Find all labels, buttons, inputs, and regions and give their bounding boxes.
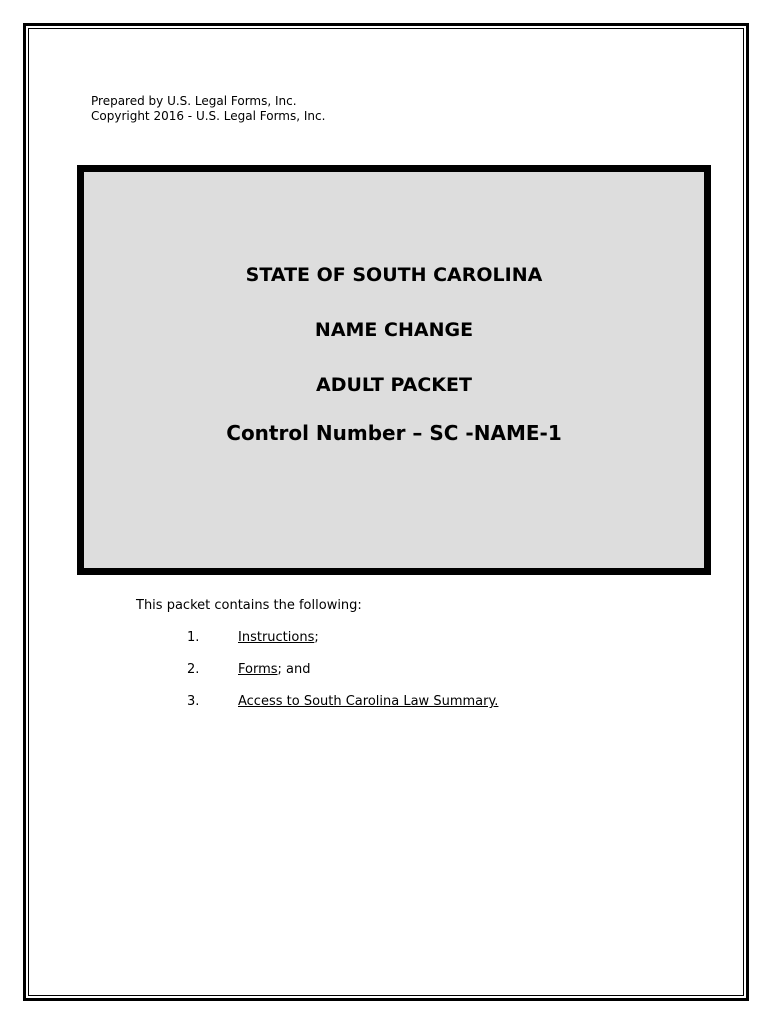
list-item-suffix: ; and xyxy=(277,662,311,677)
packet-title: ADULT PACKET xyxy=(316,374,472,396)
prepared-by-text: Prepared by U.S. Legal Forms, Inc. xyxy=(91,94,297,108)
control-number: Control Number – SC -NAME-1 xyxy=(226,421,562,445)
contents-intro: This packet contains the following: xyxy=(136,598,362,613)
subject-title: NAME CHANGE xyxy=(314,319,474,341)
copyright-text: Copyright 2016 - U.S. Legal Forms, Inc. xyxy=(91,109,326,123)
preparer-notice xyxy=(91,94,325,124)
forms-link[interactable]: Forms xyxy=(238,662,278,677)
list-item-number: 3. xyxy=(187,694,200,709)
list-item xyxy=(187,630,319,646)
title-box xyxy=(77,165,711,575)
list-item xyxy=(187,694,498,710)
law-summary-link[interactable]: Access to South Carolina Law Summary. xyxy=(238,694,499,709)
state-title: STATE OF SOUTH CAROLINA xyxy=(245,264,543,286)
list-item-number: 2. xyxy=(187,662,200,677)
list-item xyxy=(187,662,311,678)
list-item-number: 1. xyxy=(187,630,200,645)
list-item-suffix: ; xyxy=(314,630,319,645)
instructions-link[interactable]: Instructions xyxy=(238,630,315,645)
